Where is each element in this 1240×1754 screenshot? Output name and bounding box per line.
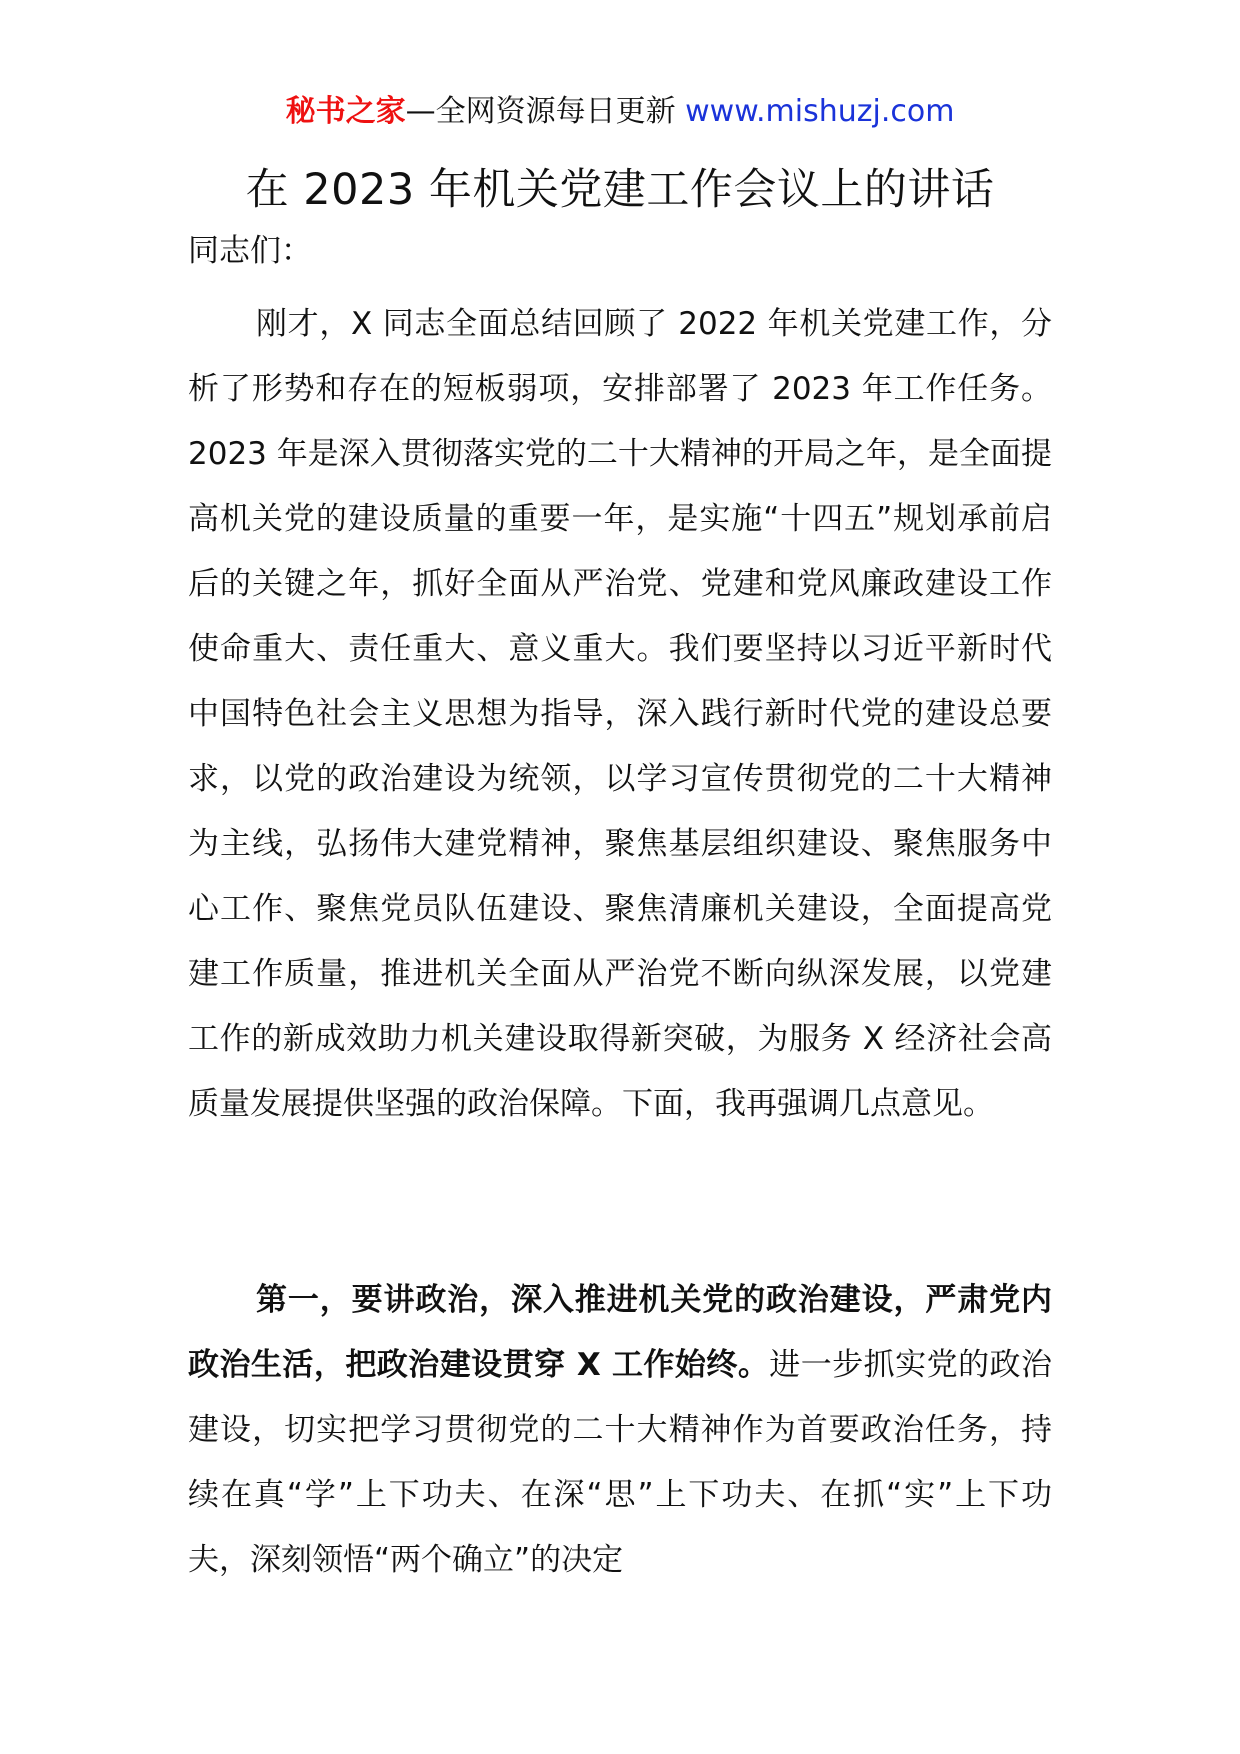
salutation: 同志们： xyxy=(188,233,312,269)
paragraph-1: 刚才，X 同志全面总结回顾了 2022 年机关党建工作，分析了形势和存在的短板弱项，安排部署了 2023 年工作任务。2023 年是深入贯彻落实党的二十大精神的开局之年，是全面提高机关党的建设质量的重要一年，是实施“十四五”规划承前启后的关键之年，抓好全面从严治党、党建和党风廉政建设工作使命重大、责任重大、意义重大。我们要坚持以习近平新时代中国特色社会主义思想为指导，深入践行新时代党的建设总要求，以党的政治建设为统领，以学习宣传贯彻党的二十大精神为主线，弘扬伟大建党精神，聚焦基层组织建设、聚焦服务中心工作、聚焦党员队伍建设、聚焦清廉机关建设，全面提高党建工作质量，推进机关全面从严治党不断向纵深发展，以党建工作的新成效助力机关建设取得新突破，为服务 X 经济社会高质量发展提供坚强的政治保障。下面，我再强调几点意见。 xyxy=(188,306,1052,1122)
site-url-link[interactable]: www.mishuzj.com xyxy=(685,94,955,129)
paragraph-2-body: 进一步抓实党的政治建设，切实把学习贯彻党的二十大精神作为首要政治任务，持续在真“学”上下功夫、在深“思”上下功夫、在抓“实”上下功夫，深刻领悟“两个确立”的决定 xyxy=(188,1347,1053,1578)
site-banner xyxy=(0,92,1240,132)
paragraph-2 xyxy=(188,1268,1052,1593)
site-tagline: —全网资源每日更新 xyxy=(405,94,676,129)
paragraph-2-lead: 第一，要讲政治，深入推进机关党的政治建设，严肃党内政治生活，把政治建设贯穿 X 工作始终。 xyxy=(188,1282,1052,1383)
document-title: 在 2023 年机关党建工作会议上的讲话 xyxy=(245,165,995,215)
site-brand-name: 秘书之家 xyxy=(285,94,406,129)
